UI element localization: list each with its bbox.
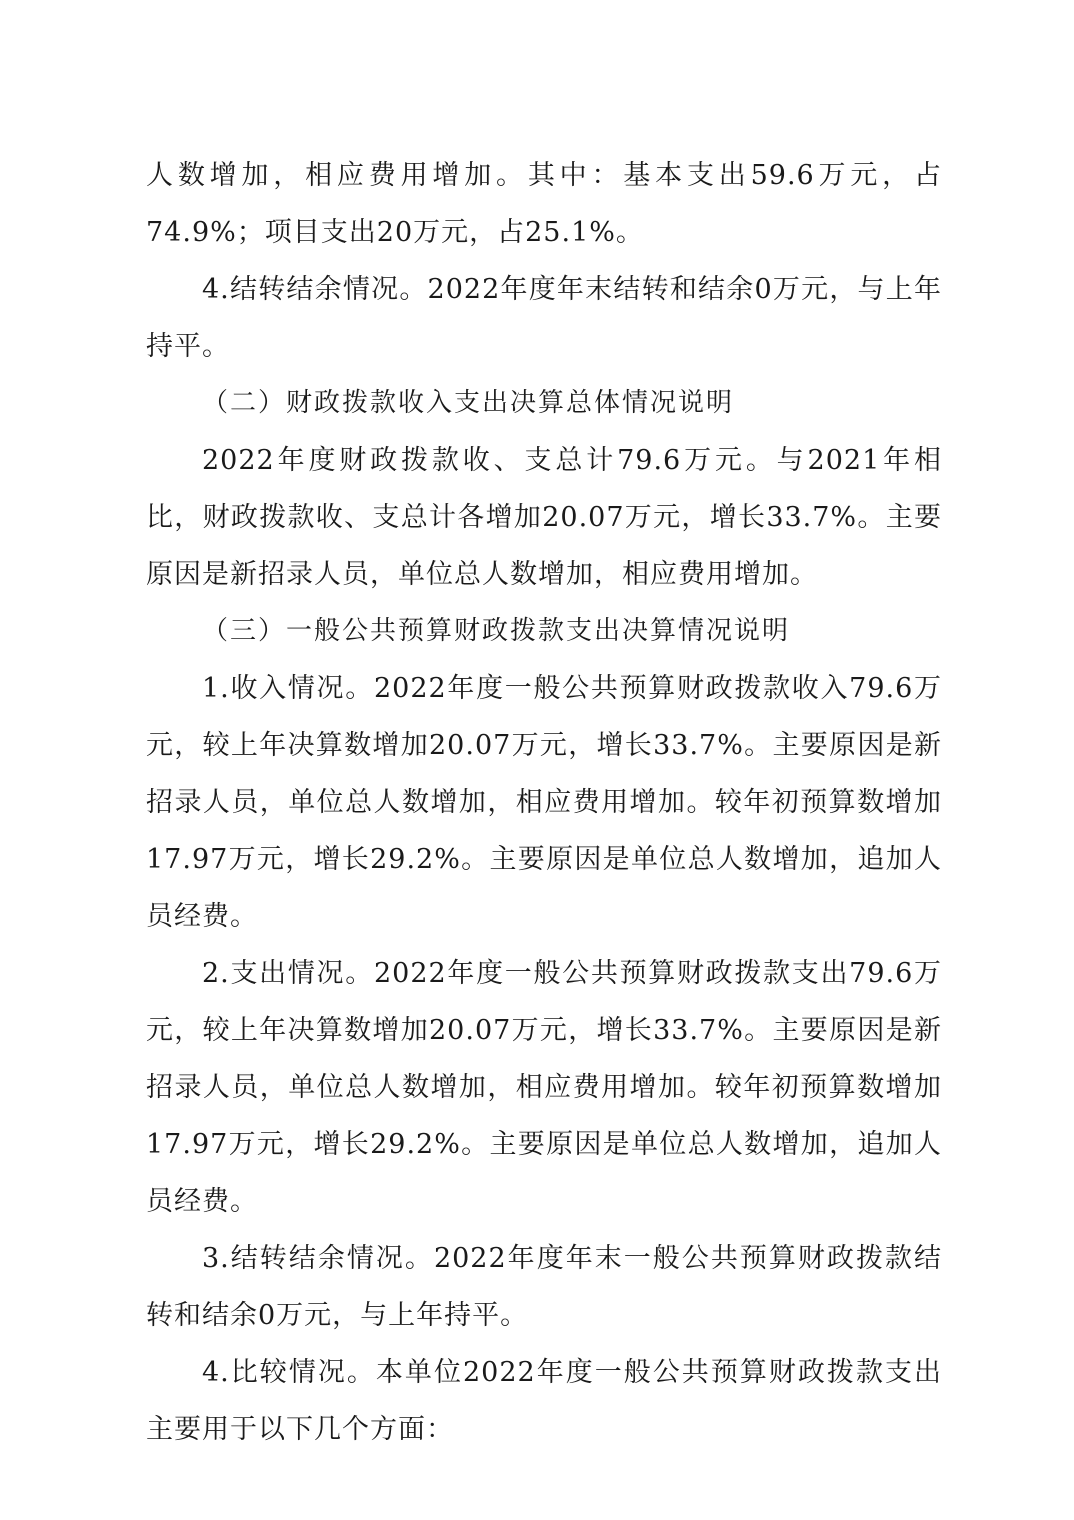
paragraph-carryover-balance: 4.结转结余情况。2022年度年末结转和结余0万元，与上年持平。 xyxy=(146,274,942,362)
paragraph-expenditure: 2.支出情况。2022年度一般公共预算财政拨款支出79.6万元，较上年决算数增加20.07万元，增长33.7%。主要原因是新招录人员，单位总人数增加，相应费用增加。较年初预算数增加17.97万元，增长29.2%。主要原因是单位总人数增加，追加人员经费。 xyxy=(146,958,942,1217)
section-heading-3: （三）一般公共预算财政拨款支出决算情况说明 xyxy=(202,616,791,646)
paragraph-general-carryover: 3.结转结余情况。2022年度年末一般公共预算财政拨款结转和结余0万元，与上年持平。 xyxy=(146,1243,942,1331)
paragraph-income: 1.收入情况。2022年度一般公共预算财政拨款收入79.6万元，较上年决算数增加20.07万元，增长33.7%。主要原因是新招录人员，单位总人数增加，相应费用增加。较年初预算数增加17.97万元，增长29.2%。主要原因是单位总人数增加，追加人员经费。 xyxy=(146,673,942,932)
paragraph-continued: 人数增加，相应费用增加。其中：基本支出59.6万元，占74.9%；项目支出20万元，占25.1%。 xyxy=(146,160,942,248)
document-body xyxy=(146,147,942,1458)
paragraph-fiscal-total: 2022年度财政拨款收、支总计79.6万元。与2021年相比，财政拨款收、支总计各增加20.07万元，增长33.7%。主要原因是新招录人员，单位总人数增加，相应费用增加。 xyxy=(146,445,942,590)
paragraph-comparison: 4.比较情况。本单位2022年度一般公共预算财政拨款支出主要用于以下几个方面： xyxy=(146,1357,942,1445)
section-heading-2: （二）财政拨款收入支出决算总体情况说明 xyxy=(202,388,735,418)
